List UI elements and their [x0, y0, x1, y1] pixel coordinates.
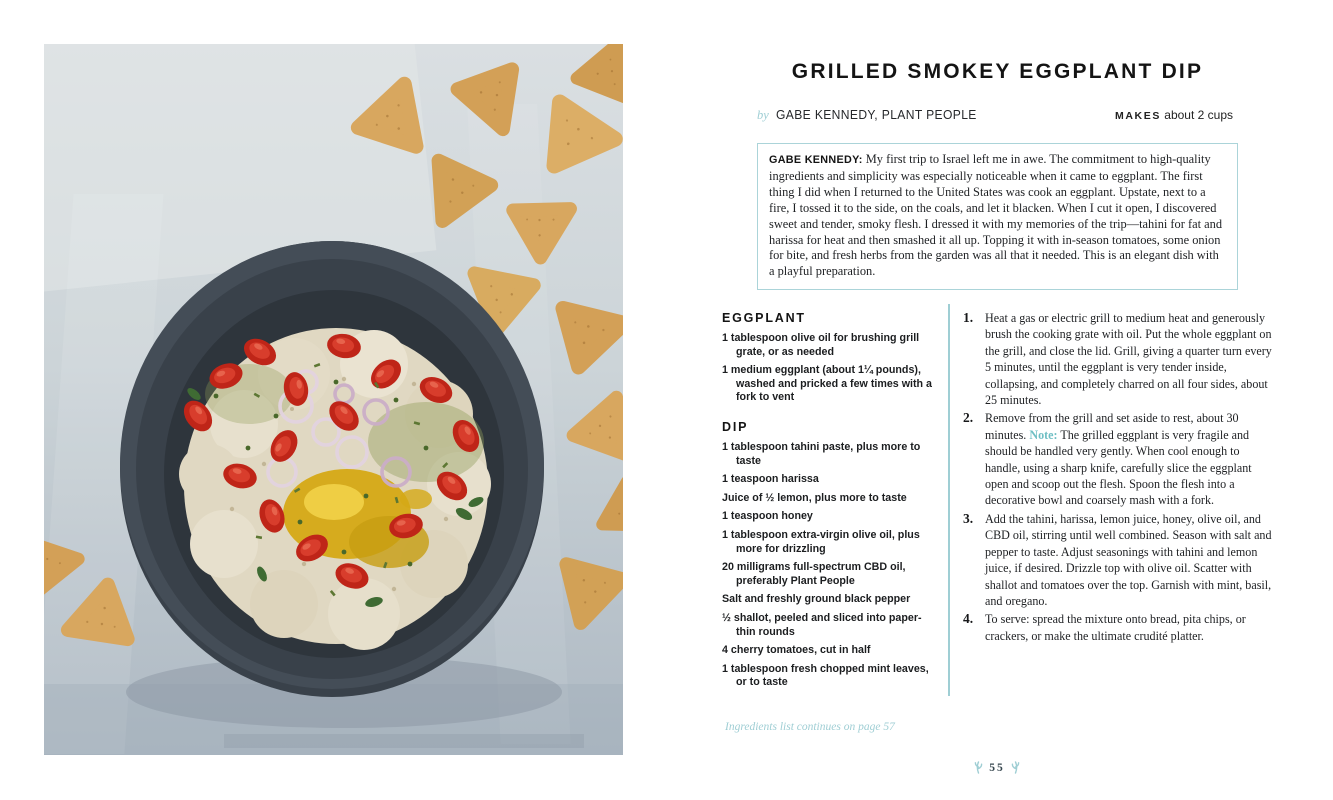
- ingredient-item: ½ shallot, peeled and sliced into paper-thin rounds: [722, 611, 922, 638]
- recipe-title: GRILLED SMOKEY EGGPLANT DIP: [791, 60, 1204, 83]
- food-photo-illustration: [44, 44, 623, 755]
- step-text-before-note: Remove from the grill and set aside to rest, about 30 minutes.: [985, 411, 1239, 442]
- step-number: 3.: [963, 510, 974, 526]
- note-label: Note:: [1029, 427, 1058, 442]
- ingredient-item: 1 medium eggplant (about 1¼ pounds), washed and pricked a few times with a fork to vent: [722, 364, 932, 404]
- ingredients-heading-eggplant: EGGPLANT: [722, 311, 806, 325]
- ingredients-column: [722, 311, 940, 695]
- ingredient-item: 20 milligrams full-spectrum CBD oil, preferably Plant People: [722, 561, 906, 587]
- ingredient-item: 1 teaspoon harissa: [722, 473, 819, 486]
- instructions-column: [963, 310, 1277, 646]
- leaf-ornament-icon: [1011, 761, 1020, 774]
- continuation-note: Ingredients list continues on page 57: [725, 721, 895, 733]
- step-number: 4.: [963, 611, 974, 627]
- ingredients-heading-dip: DIP: [722, 419, 749, 434]
- yield-label: MAKES: [1115, 110, 1161, 122]
- yield-value: about 2 cups: [1164, 108, 1233, 122]
- yield: [1115, 108, 1233, 122]
- instruction-step: [963, 511, 1277, 609]
- ingredient-item: 4 cherry tomatoes, cut in half: [722, 644, 871, 657]
- recipe-page: [660, 0, 1333, 800]
- column-divider-rule: [948, 304, 950, 696]
- leaf-ornament-icon: [974, 761, 983, 774]
- step-text: [985, 410, 1277, 508]
- author-name: GABE KENNEDY, PLANT PEOPLE: [775, 107, 977, 122]
- headnote-box: [757, 143, 1238, 290]
- recipe-photo: [44, 44, 623, 755]
- byline: [757, 106, 992, 124]
- page-number-folio: [947, 761, 1047, 774]
- headnote-speaker: GABE KENNEDY:: [769, 154, 863, 166]
- instruction-step: [963, 310, 1277, 408]
- step-text-after-note: The grilled eggplant is very fragile and should be handled very gently. When cool enough to handle, using a sharp knife, carefully slice the eggplant open and scoop out the flesh. Spoon the flesh into a decorative bowl and coarsely mash with a fork.: [985, 427, 1252, 508]
- ingredient-item: Juice of ½ lemon, plus more to taste: [722, 491, 907, 504]
- step-text: Heat a gas or electric grill to medium heat and generously brush the cooking grate with oil. Put the whole eggplant on the grill, and close the lid. Grill, giving a quarter turn every 5 minutes, until the eggplant is very tender inside, collapsing, and completely charred on all four sides, about 25 minutes.: [985, 311, 1272, 408]
- step-number: 2.: [963, 410, 974, 426]
- instruction-step: [963, 611, 1277, 644]
- ingredient-item: 1 tablespoon fresh chopped mint leaves, or to taste: [722, 662, 929, 689]
- ingredient-item: 1 teaspoon honey: [722, 510, 813, 523]
- ingredient-item: 1 tablespoon olive oil for brushing grill grate, or as needed: [722, 332, 920, 358]
- step-text: To serve: spread the mixture onto bread, pita chips, or crackers, or make the ultimate crudité platter.: [985, 612, 1246, 643]
- byline-row: [757, 106, 1233, 124]
- byline-prefix: by: [757, 108, 769, 122]
- page-number: 55: [989, 761, 1005, 774]
- step-text: Add the tahini, harissa, lemon juice, honey, olive oil, and CBD oil, stirring until well combined. Season with salt and pepper to taste. Adjust seasonings with tahini and lemon juice, if desired. Drizzle top with olive oil. Scatter with shallot and tomatoes over the top. Garnish with mint, basil, and oregano.: [985, 511, 1272, 608]
- ingredient-item: 1 tablespoon tahini paste, plus more to taste: [722, 440, 921, 467]
- instruction-step: [963, 410, 1277, 508]
- ingredient-item: 1 tablespoon extra-virgin olive oil, plus more for drizzling: [722, 528, 920, 555]
- headnote-text: My first trip to Israel left me in awe. The commitment to high-quality ingredients and simplicity was especially noticeable when it came to eggplant. The first thing I did when I returned to the United States was cook an eggplant. Upstate, next to a fire, I tossed it to the side, on the coals, and let it blacken. When I cut it open, I discovered sweet and tender, smoky flesh. I dressed it with my memories of the trip—tahini for fat and harissa for heat and then smashed it all up. Topping it with in-season tomatoes, some onion for bite, and fresh herbs from the garden was all that it needed. This is an elegant dish with a playful preparation.: [769, 152, 1223, 279]
- ingredient-item: Salt and freshly ground black pepper: [722, 593, 911, 606]
- step-number: 1.: [963, 310, 974, 325]
